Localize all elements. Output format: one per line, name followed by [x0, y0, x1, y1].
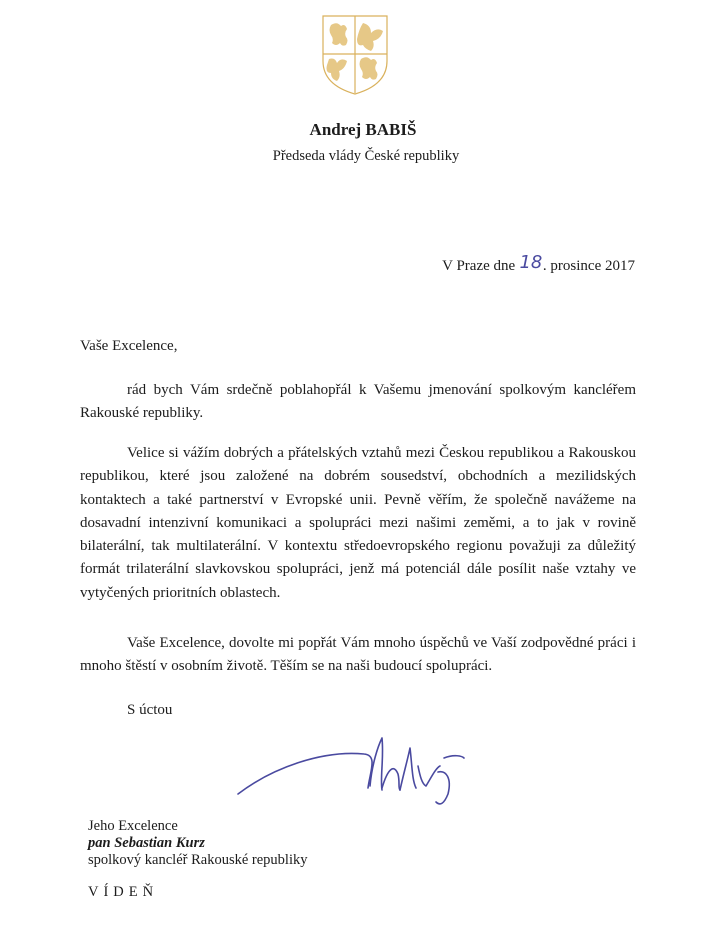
recipient-position: spolkový kancléř Rakouské republiky [88, 852, 308, 868]
coat-of-arms-emblem [319, 13, 391, 96]
handwritten-signature [232, 728, 482, 808]
paragraph-1: rád bych Vám srdečně poblahopřál k Vašemu jmenování spolkovým kancléřem Rakouské republiky. [80, 382, 636, 422]
recipient-block [88, 818, 307, 869]
paragraph-3: Vaše Excelence, dovolte mi popřát Vám mnoho úspěchů ve Vaší zodpovědné práci i mnoho štěstí v osobním životě. Těším se na naši budoucí spolupráci. [80, 635, 636, 675]
recipient-city: VÍDEŇ [88, 884, 159, 900]
dateline-day-handwritten: 18 [519, 252, 543, 273]
dateline-suffix: . prosince 2017 [542, 258, 635, 274]
recipient-name: pan Sebastian Kurz [88, 835, 205, 851]
dateline-prefix: V Praze dne [442, 258, 516, 274]
closing: S úctou [127, 702, 173, 718]
dateline [442, 254, 635, 275]
salutation: Vaše Excelence, [80, 338, 178, 354]
recipient-honorific: Jeho Excelence [88, 818, 178, 834]
paragraph-2: Velice si vážím dobrých a přátelských vztahů mezi Českou republikou a Rakouskou republikou, které jsou založené na dobrém sousedství, obchodních a mezilidských kontaktech a také partnerství v Evropské unii. Pevně věřím, že společně navážeme na dosavadní intenzivní komunikaci a spolupráci mezi našimi zeměmi, a to jak v rovině bilaterální, tak multilaterální. V kontextu středoevropského regionu považuji za důležitý formát trilaterální slavkovskou spolupráci, jenž má potenciál dále posílit naše vztahy ve vytyčených prioritních oblastech. [80, 445, 636, 601]
sender-name: Andrej BABIŠ [309, 120, 417, 139]
sender-title: Předseda vlády České republiky [272, 148, 460, 164]
